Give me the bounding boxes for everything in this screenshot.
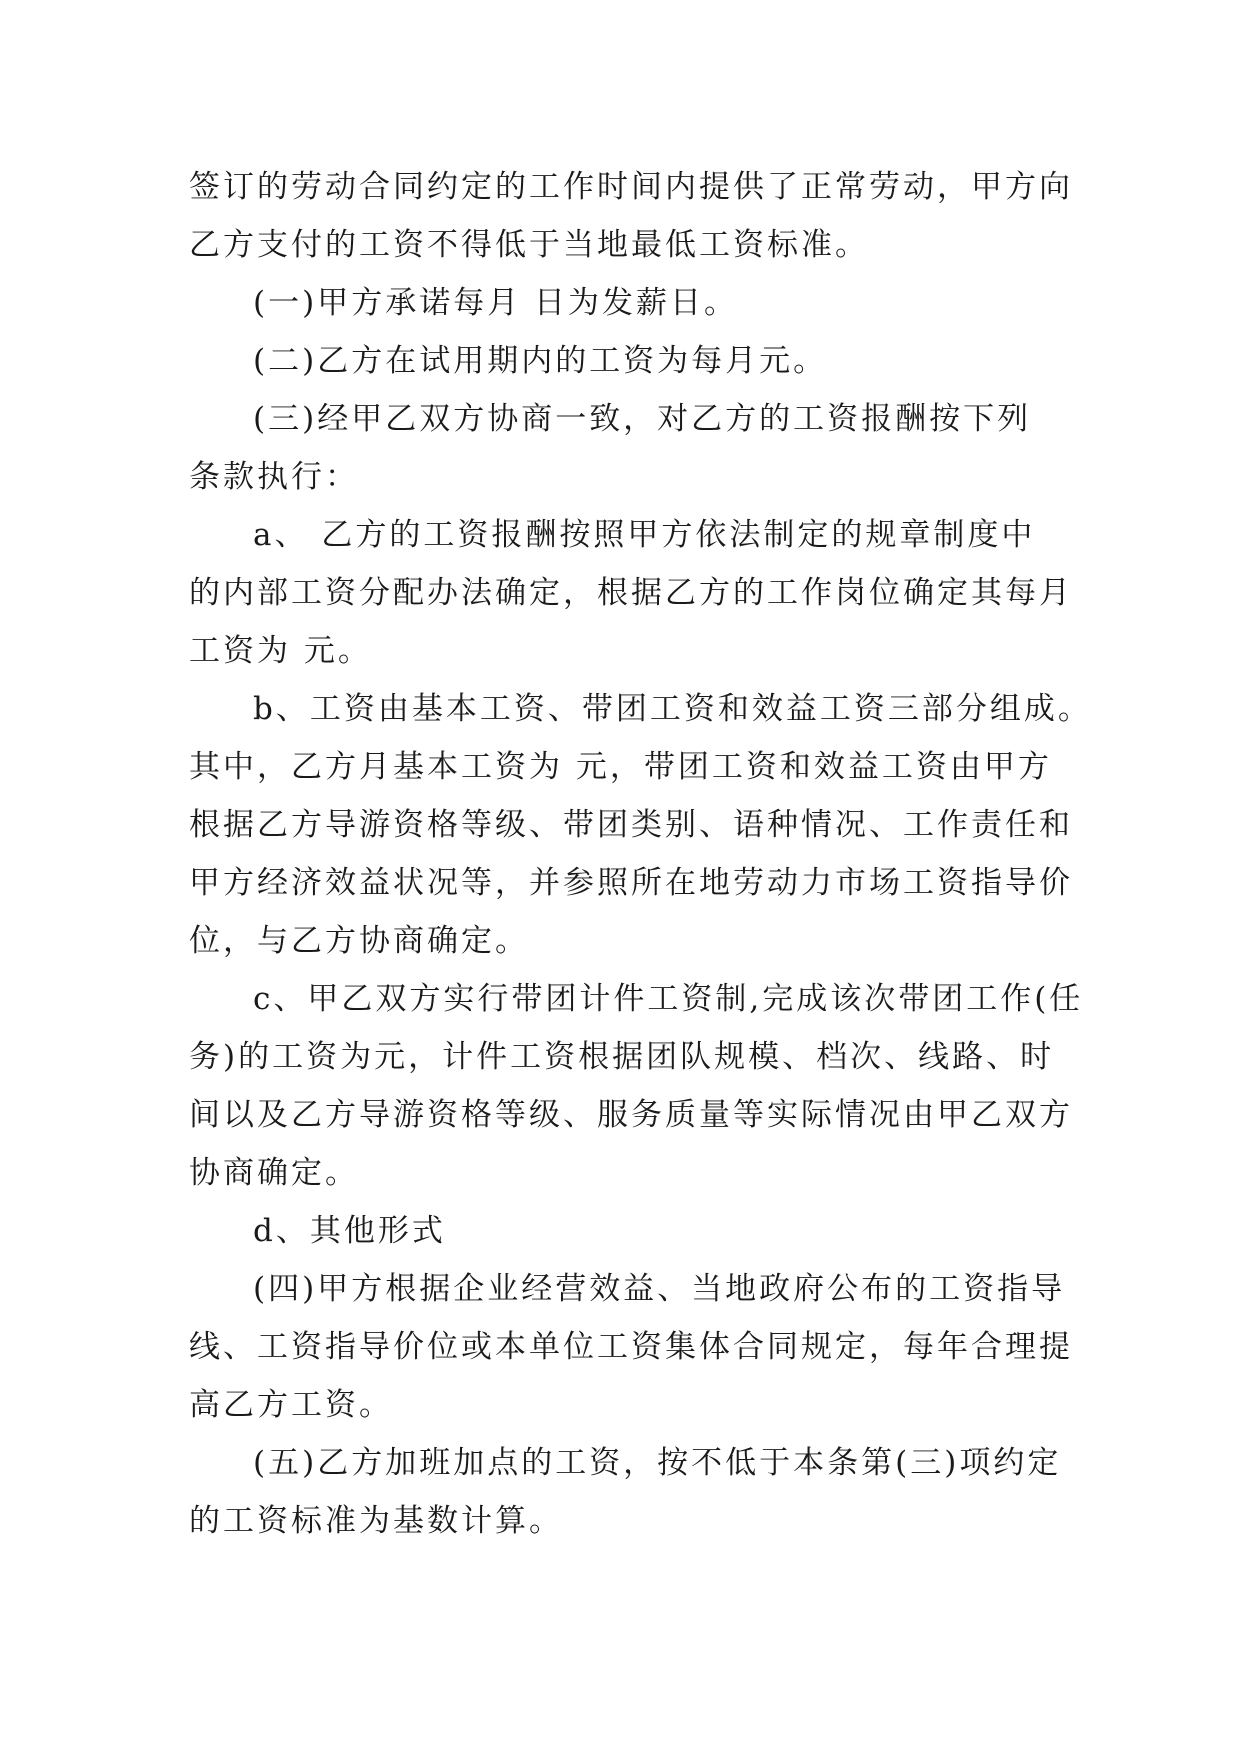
- text-line: 协商确定。: [189, 1155, 359, 1191]
- text-line: 高乙方工资。: [189, 1387, 393, 1423]
- text-line: 根据乙方导游资格等级、带团类别、语种情况、工作责任和: [189, 807, 1073, 843]
- text-line: 条款执行：: [189, 459, 359, 495]
- text-line: (四)甲方根据企业经营效益、当地政府公布的工资指导: [253, 1271, 1066, 1307]
- text-line: 务)的工资为元，计件工资根据团队规模、档次、线路、时: [189, 1039, 1055, 1075]
- text-line: 乙方支付的工资不得低于当地最低工资标准。: [189, 227, 869, 263]
- text-line: c、甲乙双方实行带团计件工资制,完成该次带团工作(任: [253, 981, 1084, 1017]
- text-line: a、 乙方的工资报酬按照甲方依法制定的规章制度中: [253, 517, 1036, 553]
- text-line: 间以及乙方导游资格等级、服务质量等实际情况由甲乙双方: [189, 1097, 1073, 1133]
- text-line: (二)乙方在试用期内的工资为每月元。: [253, 343, 828, 379]
- text-line: 工资为 元。: [189, 633, 372, 669]
- document-body: [189, 158, 1092, 1550]
- text-line: 的内部工资分配办法确定，根据乙方的工作岗位确定其每月: [189, 575, 1073, 611]
- text-line: 线、工资指导价位或本单位工资集体合同规定，每年合理提: [189, 1329, 1073, 1365]
- text-line: 甲方经济效益状况等，并参照所在地劳动力市场工资指导价: [189, 865, 1073, 901]
- text-line: b、工资由基本工资、带团工资和效益工资三部分组成。: [253, 691, 1092, 727]
- text-line: (一)甲方承诺每月 日为发薪日。: [253, 285, 739, 321]
- text-line: 签订的劳动合同约定的工作时间内提供了正常劳动，甲方向: [189, 169, 1073, 205]
- text-line: 位，与乙方协商确定。: [189, 923, 529, 959]
- text-line: (五)乙方加班加点的工资，按不低于本条第(三)项约定: [253, 1445, 1062, 1481]
- text-line: d、其他形式: [253, 1213, 446, 1249]
- text-line: 其中，乙方月基本工资为 元，带团工资和效益工资由甲方: [189, 749, 1052, 785]
- text-line: (三)经甲乙双方协商一致，对乙方的工资报酬按下列: [253, 401, 1032, 437]
- text-line: 的工资标准为基数计算。: [189, 1503, 563, 1539]
